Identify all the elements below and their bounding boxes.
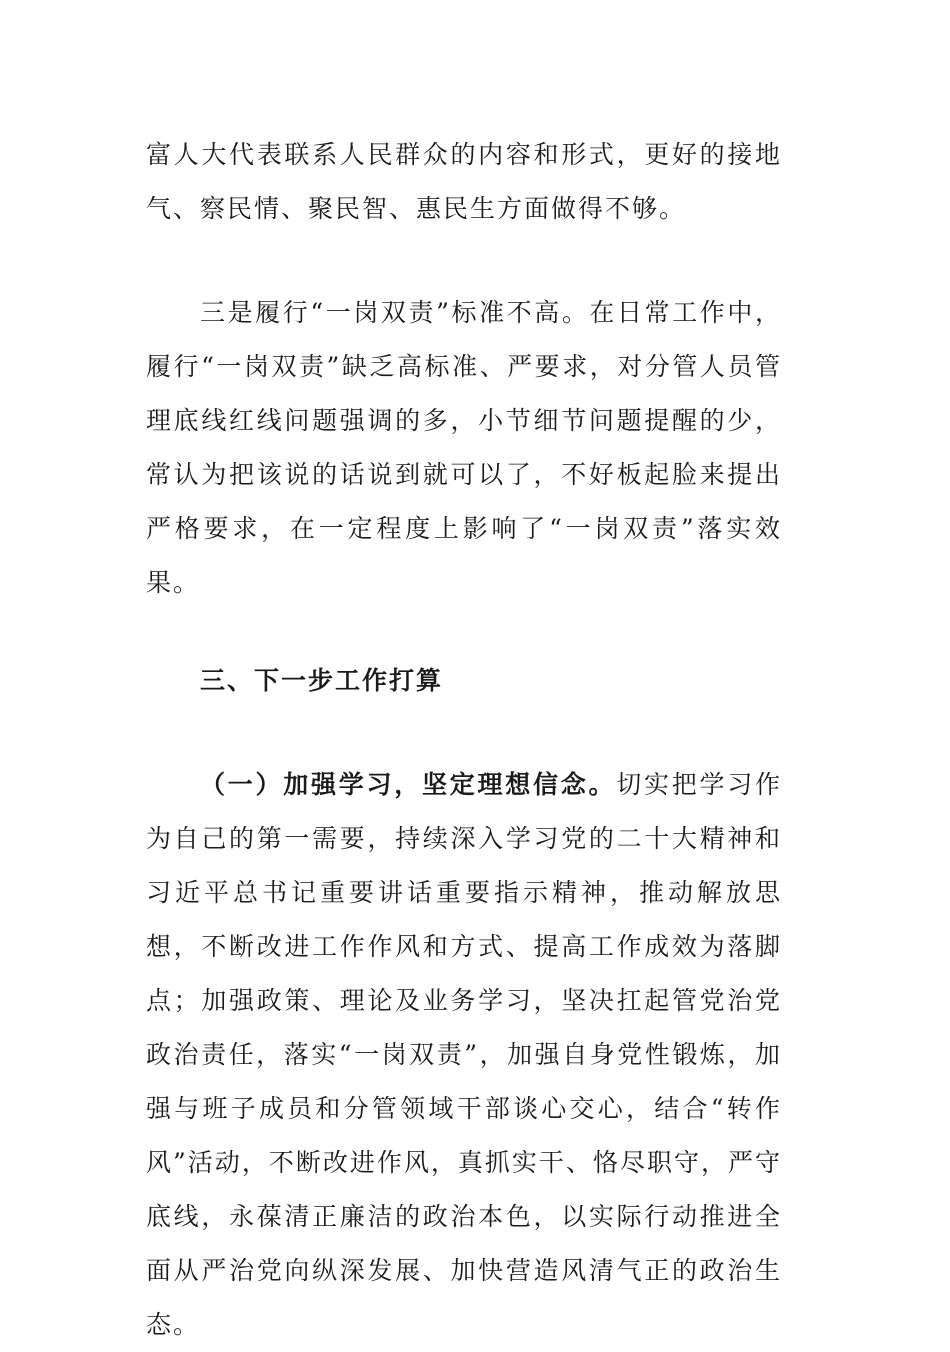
item-one-heading: （一）加强学习，坚定理想信念。 — [200, 770, 617, 799]
document-page — [146, 128, 782, 1352]
point-three-paragraph: 三是履行“一岗双责”标准不高。在日常工作中，履行“一岗双责”缺乏高标准、严要求，对分管人员管理底线红线问题强调的多，小节细节问题提醒的少，常认为把该说的话说到就可以了，不好板起脸来提出严格要求，在一定程度上影响了“一岗双责”落实效果。 — [146, 298, 782, 597]
item-one-paragraph — [146, 758, 782, 1352]
item-one-body: 切实把学习作为自己的第一需要，持续深入学习党的二十大精神和习近平总书记重要讲话重要指示精神，推动解放思想，不断改进工作作风和方式、提高工作成效为落脚点；加强政策、理论及业务学习，坚决扛起管党治党政治责任，落实“一岗双责”，加强自身党性锻炼，加强与班子成员和分管领域干部谈心交心，结合“转作风”活动，不断改进作风，真抓实干、恪尽职守，严守底线，永葆清正廉洁的政治本色，以实际行动推进全面从严治党向纵深发展、加快营造风清气正的政治生态。 — [146, 770, 782, 1339]
section-three-heading: 三、下一步工作打算 — [200, 666, 444, 695]
continuation-paragraph: 富人大代表联系人民群众的内容和形式，更好的接地气、察民情、聚民智、惠民生方面做得不够。 — [146, 140, 782, 223]
